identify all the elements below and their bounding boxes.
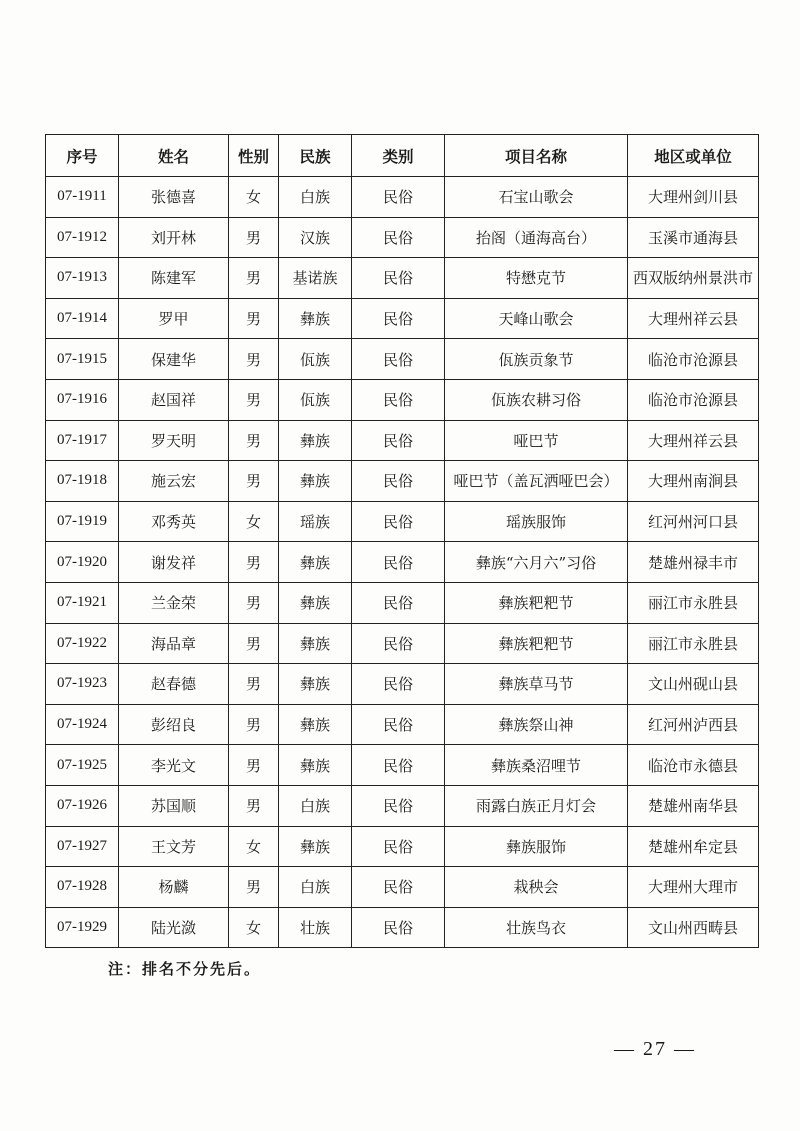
gender-cell: 男 [229,379,279,420]
ethnicity-cell: 彝族 [279,745,352,786]
region-cell: 丽江市永胜县 [628,623,759,664]
gender-cell: 男 [229,785,279,826]
category-cell: 民俗 [352,542,445,583]
header-ethnicity: 民族 [279,135,352,177]
gender-cell: 女 [229,826,279,867]
gender-cell: 女 [229,501,279,542]
category-cell: 民俗 [352,379,445,420]
category-cell: 民俗 [352,826,445,867]
name-cell: 杨麟 [119,867,229,908]
table-header-row [46,135,759,177]
ethnicity-cell: 彝族 [279,704,352,745]
project-cell: 佤族贡象节 [445,339,628,380]
page-number: — 27 — [614,1038,696,1060]
gender-cell: 男 [229,298,279,339]
table-row [46,339,759,380]
table-body [46,177,759,948]
table-row [46,704,759,745]
category-cell: 民俗 [352,582,445,623]
name-cell: 李光文 [119,745,229,786]
ethnicity-cell: 佤族 [279,379,352,420]
code-cell: 07-1916 [46,379,119,420]
gender-cell: 男 [229,542,279,583]
category-cell: 民俗 [352,258,445,299]
category-cell: 民俗 [352,461,445,502]
name-cell: 施云宏 [119,461,229,502]
code-cell: 07-1921 [46,582,119,623]
project-cell: 佤族农耕习俗 [445,379,628,420]
project-cell: 哑巴节（盖瓦洒哑巴会） [445,461,628,502]
region-cell: 西双版纳州景洪市 [628,258,759,299]
name-cell: 赵春德 [119,664,229,705]
ethnicity-cell: 彝族 [279,542,352,583]
table-row [46,867,759,908]
gender-cell: 男 [229,623,279,664]
code-cell: 07-1912 [46,217,119,258]
project-cell: 彝族粑粑节 [445,623,628,664]
category-cell: 民俗 [352,501,445,542]
name-cell: 海品章 [119,623,229,664]
code-cell: 07-1924 [46,704,119,745]
gender-cell: 男 [229,461,279,502]
project-cell: 雨露白族正月灯会 [445,785,628,826]
code-cell: 07-1913 [46,258,119,299]
category-cell: 民俗 [352,704,445,745]
ethnicity-cell: 彝族 [279,623,352,664]
project-cell: 石宝山歌会 [445,177,628,218]
category-cell: 民俗 [352,420,445,461]
ethnicity-cell: 基诺族 [279,258,352,299]
region-cell: 临沧市永德县 [628,745,759,786]
region-cell: 文山州西畴县 [628,907,759,948]
header-project: 项目名称 [445,135,628,177]
category-cell: 民俗 [352,785,445,826]
category-cell: 民俗 [352,867,445,908]
gender-cell: 女 [229,177,279,218]
table-row [46,907,759,948]
category-cell: 民俗 [352,339,445,380]
category-cell: 民俗 [352,623,445,664]
region-cell: 红河州泸西县 [628,704,759,745]
code-cell: 07-1927 [46,826,119,867]
region-cell: 文山州砚山县 [628,664,759,705]
name-cell: 陆光潋 [119,907,229,948]
project-cell: 瑶族服饰 [445,501,628,542]
code-cell: 07-1918 [46,461,119,502]
ethnicity-cell: 彝族 [279,298,352,339]
name-cell: 兰金荣 [119,582,229,623]
table-row [46,826,759,867]
name-cell: 苏国顺 [119,785,229,826]
table-row [46,745,759,786]
header-category: 类别 [352,135,445,177]
region-cell: 玉溪市通海县 [628,217,759,258]
category-cell: 民俗 [352,177,445,218]
gender-cell: 男 [229,867,279,908]
table-row [46,623,759,664]
project-cell: 天峰山歌会 [445,298,628,339]
table-row [46,501,759,542]
name-cell: 彭绍良 [119,704,229,745]
name-cell: 罗甲 [119,298,229,339]
ethnicity-cell: 彝族 [279,461,352,502]
project-cell: 彝族桑沼哩节 [445,745,628,786]
code-cell: 07-1929 [46,907,119,948]
table-row [46,258,759,299]
project-cell: 栽秧会 [445,867,628,908]
header-region: 地区或单位 [628,135,759,177]
footnote: 注：排名不分先后。 [108,960,262,978]
code-cell: 07-1911 [46,177,119,218]
name-cell: 邓秀英 [119,501,229,542]
ethnicity-cell: 汉族 [279,217,352,258]
gender-cell: 男 [229,745,279,786]
name-cell: 王文芳 [119,826,229,867]
table-row [46,217,759,258]
ethnicity-cell: 彝族 [279,664,352,705]
project-cell: 哑巴节 [445,420,628,461]
ethnicity-cell: 彝族 [279,826,352,867]
header-serial: 序号 [46,135,119,177]
gender-cell: 男 [229,664,279,705]
name-cell: 赵国祥 [119,379,229,420]
code-cell: 07-1919 [46,501,119,542]
region-cell: 临沧市沧源县 [628,339,759,380]
project-cell: 彝族粑粑节 [445,582,628,623]
region-cell: 临沧市沧源县 [628,379,759,420]
project-cell: 壮族鸟衣 [445,907,628,948]
region-cell: 大理州大理市 [628,867,759,908]
table-row [46,582,759,623]
code-cell: 07-1925 [46,745,119,786]
project-cell: 彝族“六月六”习俗 [445,542,628,583]
gender-cell: 男 [229,582,279,623]
ethnicity-cell: 白族 [279,785,352,826]
gender-cell: 男 [229,258,279,299]
code-cell: 07-1928 [46,867,119,908]
code-cell: 07-1926 [46,785,119,826]
table-row [46,664,759,705]
ethnicity-cell: 彝族 [279,420,352,461]
header-gender: 性别 [229,135,279,177]
code-cell: 07-1920 [46,542,119,583]
code-cell: 07-1915 [46,339,119,380]
inheritor-table [45,134,759,948]
name-cell: 陈建军 [119,258,229,299]
region-cell: 大理州祥云县 [628,420,759,461]
name-cell: 刘开林 [119,217,229,258]
ethnicity-cell: 白族 [279,867,352,908]
gender-cell: 男 [229,217,279,258]
code-cell: 07-1914 [46,298,119,339]
name-cell: 张德喜 [119,177,229,218]
category-cell: 民俗 [352,217,445,258]
region-cell: 大理州祥云县 [628,298,759,339]
gender-cell: 女 [229,907,279,948]
region-cell: 红河州河口县 [628,501,759,542]
project-cell: 彝族祭山神 [445,704,628,745]
region-cell: 楚雄州南华县 [628,785,759,826]
table-row [46,542,759,583]
name-cell: 罗天明 [119,420,229,461]
gender-cell: 男 [229,420,279,461]
table-row [46,177,759,218]
region-cell: 楚雄州牟定县 [628,826,759,867]
code-cell: 07-1922 [46,623,119,664]
gender-cell: 男 [229,339,279,380]
project-cell: 彝族草马节 [445,664,628,705]
code-cell: 07-1923 [46,664,119,705]
project-cell: 彝族服饰 [445,826,628,867]
name-cell: 保建华 [119,339,229,380]
region-cell: 丽江市永胜县 [628,582,759,623]
ethnicity-cell: 瑶族 [279,501,352,542]
ethnicity-cell: 佤族 [279,339,352,380]
table-row [46,785,759,826]
project-cell: 特懋克节 [445,258,628,299]
gender-cell: 男 [229,704,279,745]
project-cell: 抬阁（通海高台） [445,217,628,258]
region-cell: 大理州南涧县 [628,461,759,502]
category-cell: 民俗 [352,298,445,339]
table-row [46,420,759,461]
name-cell: 谢发祥 [119,542,229,583]
category-cell: 民俗 [352,745,445,786]
table-row [46,298,759,339]
ethnicity-cell: 壮族 [279,907,352,948]
region-cell: 楚雄州禄丰市 [628,542,759,583]
ethnicity-cell: 白族 [279,177,352,218]
header-name: 姓名 [119,135,229,177]
category-cell: 民俗 [352,664,445,705]
category-cell: 民俗 [352,907,445,948]
code-cell: 07-1917 [46,420,119,461]
table-row [46,461,759,502]
ethnicity-cell: 彝族 [279,582,352,623]
table-row [46,379,759,420]
region-cell: 大理州剑川县 [628,177,759,218]
